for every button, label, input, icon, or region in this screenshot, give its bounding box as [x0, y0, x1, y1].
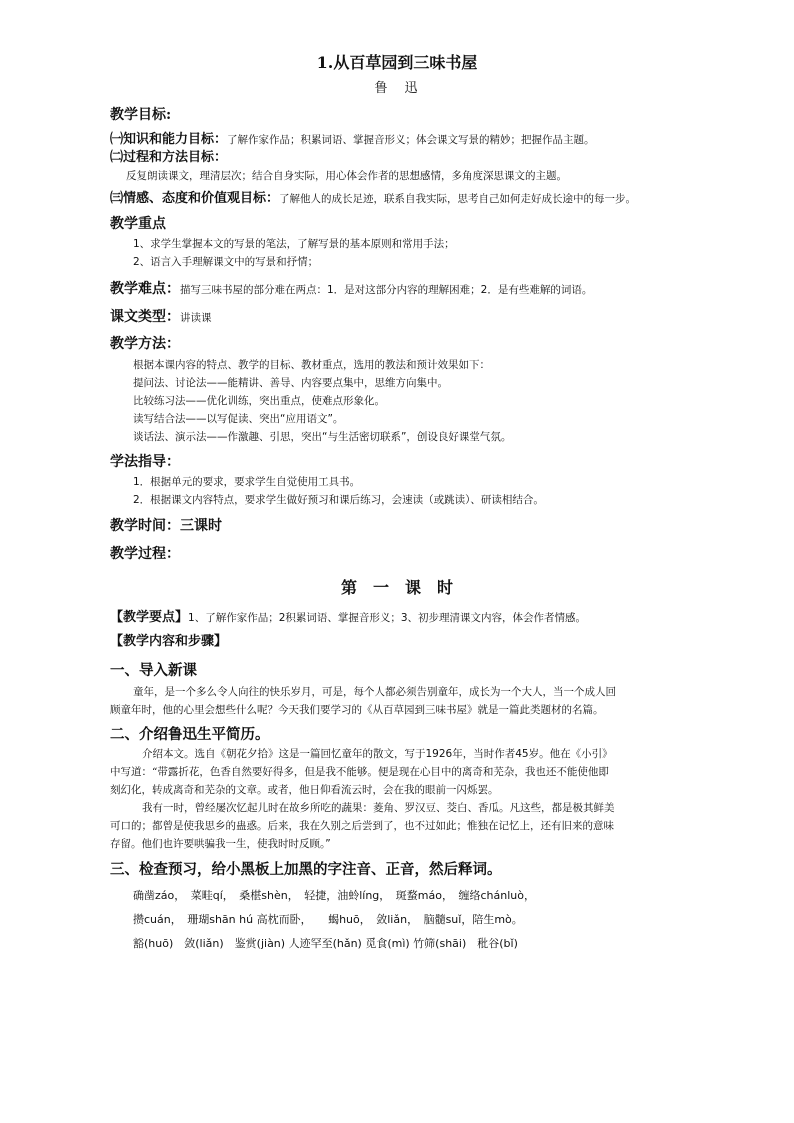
method-item: 谈话法、演示法——作激趣、引思，突出“与生活密切联系”，创设良好课堂气氛。 — [133, 431, 512, 443]
lesson-type-text: 讲读课 — [180, 312, 212, 324]
goals-heading: 教学目标: — [110, 107, 172, 123]
document-author: 鲁 迅 — [374, 81, 420, 96]
lesson-1-points-text: 1、了解作家作品；2积累词语、掌握音形义；3、初步理清课文内容，体会作者情感。 — [188, 612, 587, 624]
section-2-heading: 二、介绍鲁迅生平简历。 — [110, 727, 270, 743]
methods-heading: 教学方法： — [110, 336, 180, 352]
section-2-paragraph — [110, 764, 609, 779]
key-point-item: 2、语言入手理解课文中的写景和抒情； — [133, 256, 319, 268]
section-2-quote: “带露折花，色香自然要好得多，但是我不能够。便是现在心目中的离奇和芜杂，我也还不能使他即 — [152, 766, 609, 778]
method-item: 读写结合法——以写促读、突出“应用语文”。 — [133, 413, 344, 425]
study-item: 1．根据单元的要求，要求学生自觉使用工具书。 — [133, 476, 361, 488]
study-item: 2．根据课文内容特点，要求学生做好预习和课后练习，会速读（或跳读）、研读相结合。 — [133, 494, 544, 506]
section-2-lead: 中写道： — [110, 766, 152, 778]
document-title: 1.从百草园到三味书屋 — [316, 53, 478, 72]
section-2-paragraph: 可口的；都曾是使我思乡的蛊惑。后来，我在久别之后尝到了，也不过如此；惟独在记忆上，还有旧来的意味 — [110, 820, 614, 832]
difficulty-heading: 教学难点： — [110, 281, 180, 297]
goal-3-label: ㈢情感、态度和价值观目标： — [110, 191, 280, 206]
method-item: 根据本课内容的特点、教学的目标、教材重点，选用的教法和预计效果如下： — [133, 359, 490, 371]
section-2-paragraph: 我有一时，曾经屡次忆起儿时在故乡所吃的蔬果：菱角、罗汉豆、茭白、香瓜。凡这些，都是极其鲜美 — [142, 802, 615, 814]
section-3-heading: 三、检查预习，给小黑板上加黑的字注音、正音，然后释词。 — [110, 862, 502, 878]
goal-1-text: 了解作家作品；积累词语、掌握音形义；体会课文写景的精妙；把握作品主题。 — [227, 134, 595, 146]
goal-3 — [110, 187, 636, 206]
lesson-type — [110, 306, 212, 326]
difficulty-text: 描写三味书屋的部分难在两点：1．是对这部分内容的理解困难；2．是有些难解的词语。 — [180, 284, 593, 296]
key-point-item: 1、求学生掌握本文的写景的笔法，了解写景的基本原则和常用手法； — [133, 238, 455, 250]
section-1-heading: 一、导入新课 — [110, 663, 197, 679]
pinyin-row: 攒cuán， 珊瑚shān hú 高枕而卧， 蝎huō， 敛liǎn， 脑髓suǐ，陪生mò。 — [133, 913, 523, 926]
method-item: 比较练习法——优化训练，突出重点，使难点形象化。 — [133, 395, 385, 407]
section-2-paragraph: 存留。他们也许要哄骗我一生，使我时时反顾。” — [110, 838, 331, 850]
time-heading: 教学时间：三课时 — [110, 518, 222, 534]
pinyin-row: 确凿záo， 菜畦qí， 桑椹shèn， 轻捷，油蛉líng， 斑蝥máo， 缠络chánluò， — [133, 889, 535, 902]
goal-2-text: 反复朗读课文，理清层次；结合自身实际，用心体会作者的思想感情，多角度深思课文的主题。 — [126, 170, 567, 182]
lesson-1-title: 第 一 课 时 — [340, 578, 453, 597]
lesson-1-points-label: 【教学要点】 — [110, 610, 189, 625]
section-2-quote: 刻幻化，转成离奇和芜杂的文章。或者，他日仰看流云时，会在我的眼前一闪烁罢。 — [110, 784, 499, 796]
goal-3-text: 了解他人的成长足迹，联系自我实际，思考自己如何走好成长途中的每一步。 — [279, 193, 637, 205]
key-points-heading: 教学重点 — [110, 216, 166, 232]
section-1-paragraph: 顾童年时，他的心里会想些什么呢？今天我们要学习的《从百草园到三味书屋》就是一篇此类题材的名篇。 — [110, 704, 604, 716]
section-2-paragraph: 介绍本文。选自《朝花夕拾》这是一篇回忆童年的散文，写于1926年，当时作者45岁。他在《小引》 — [142, 748, 613, 760]
goal-2-label: ㈡过程和方法目标： — [110, 150, 228, 165]
lesson-1-steps-label: 【教学内容和步骤】 — [110, 634, 228, 649]
process-heading: 教学过程： — [110, 546, 180, 562]
section-1-paragraph: 童年，是一个多么令人向往的快乐岁月，可是，每个人都必须告别童年，成长为一个大人，当一个成人回 — [133, 686, 616, 698]
lesson-1-points — [110, 606, 586, 625]
study-heading: 学法指导： — [110, 454, 180, 470]
difficulty — [110, 278, 592, 298]
goal-1-label: ㈠知识和能力目标： — [110, 132, 228, 147]
pinyin-row: 豁(huō) 敛(liǎn) 鉴赏(jiàn) 人迹罕至(hǎn) 觅食(mì) 竹筛(shāi) 秕谷(bǐ) — [133, 937, 518, 950]
lesson-type-heading: 课文类型： — [110, 309, 180, 325]
goal-1 — [110, 128, 595, 147]
method-item: 提问法、讨论法——能精讲、善导、内容要点集中，思维方向集中。 — [133, 377, 448, 389]
